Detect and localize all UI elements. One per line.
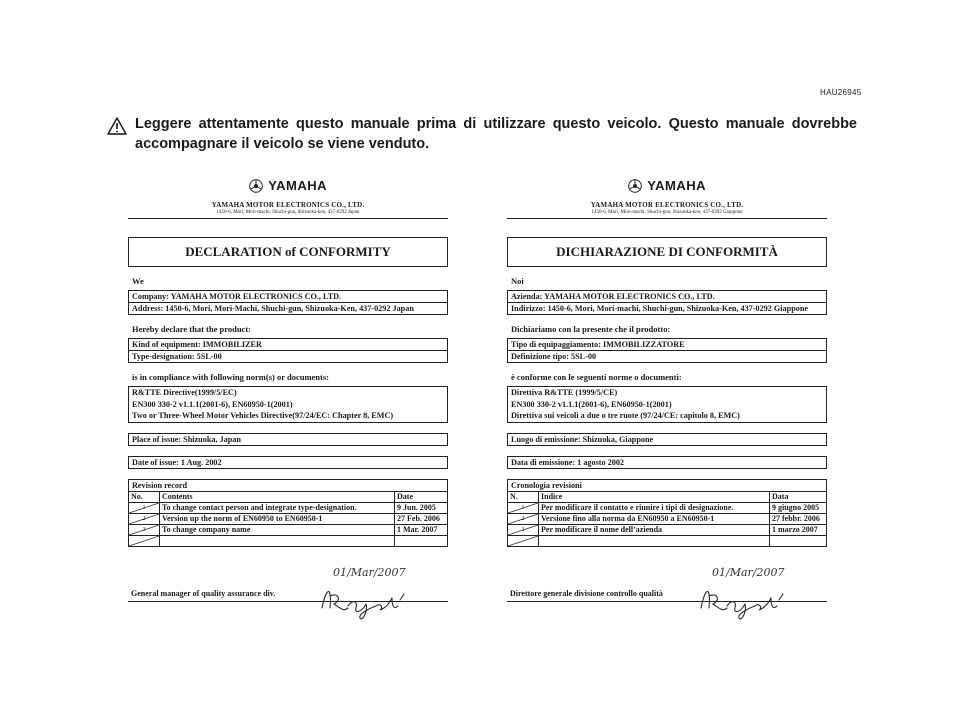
company-line: Company: YAMAHA MOTOR ELECTRONICS CO., LTD.: [132, 292, 342, 301]
revision-date: 27 febbr. 2006: [770, 513, 827, 524]
revision-date: [395, 535, 448, 546]
company-box: [128, 290, 448, 315]
revision-record: [128, 479, 448, 547]
equipment-kind: Kind of equipment: IMMOBILIZER: [132, 340, 262, 349]
revision-contents: To change contact person and integrate type-designation.: [160, 502, 395, 513]
table-row: [129, 513, 447, 524]
norms-box: [128, 386, 448, 423]
company-line: Azienda: YAMAHA MOTOR ELECTRONICS CO., LTD.: [511, 292, 715, 301]
revision-date: 9 giugno 2005: [770, 502, 827, 513]
handwritten-signature: [697, 578, 797, 626]
yamaha-logo: [128, 178, 448, 200]
revision-date: 27 Feb. 2006: [395, 513, 448, 524]
yamaha-logo: [507, 178, 827, 200]
revision-number: 2: [508, 513, 539, 524]
company-address: 1450-6, Mori, Mori-machi, Shuchi-gun, Shizuoka-ken, 437-0292 Giappone: [507, 210, 827, 219]
revision-table: [129, 492, 447, 546]
revision-contents: [539, 535, 770, 546]
tuning-fork-emblem-icon: [628, 179, 642, 193]
date-box: [507, 456, 827, 469]
revision-number: [508, 535, 539, 546]
revision-contents: Version up the norm of EN60950 to EN60950-1: [160, 513, 395, 524]
place-box: [128, 433, 448, 446]
norm-item: EN300 330-2 v1.1.1(2001-6), EN60950-1(2001): [132, 399, 293, 409]
compliance-label: is in compliance with following norm(s) or documents:: [132, 372, 329, 382]
declaration-english: [128, 178, 448, 602]
type-designation: Definizione tipo: 5SL-00: [508, 350, 826, 362]
company-name: YAMAHA MOTOR ELECTRONICS CO., LTD.: [211, 201, 365, 209]
table-row: [508, 524, 826, 535]
column-header: Date: [395, 492, 448, 503]
revision-date: [770, 535, 827, 546]
table-header-row: [508, 492, 826, 503]
signer-title: Direttore generale divisione controllo qualità: [510, 588, 663, 598]
product-box: [128, 338, 448, 363]
place-of-issue: Place of issue: Shizuoka, Japan: [132, 434, 241, 444]
brand-name: YAMAHA: [647, 178, 707, 193]
date-of-issue: Data di emissione: 1 agosto 2002: [511, 457, 625, 467]
norm-item: R&TTE Directive(1999/5/EC): [132, 388, 237, 397]
revision-contents: Versione fino alla norma da EN60950 a EN60950-1: [539, 513, 770, 524]
column-header: N.: [508, 492, 539, 503]
table-row: [129, 524, 447, 535]
table-header-row: [129, 492, 447, 503]
company-box: [507, 290, 827, 315]
column-header: Data: [770, 492, 827, 503]
warning-text: Leggere attentamente questo manuale prima di utilizzare questo veicolo. Questo manuale dovrebbe accompagnare il veicolo se viene venduto.: [135, 116, 857, 152]
revision-contents: To change company name: [160, 524, 395, 535]
declare-label: Dichiariamo con la presente che il prodotto:: [511, 324, 671, 334]
signer-title: General manager of quality assurance div.: [131, 588, 276, 598]
table-row: [508, 535, 826, 546]
norm-item: Direttiva R&TTE (1999/5/CE): [511, 388, 618, 397]
revision-number: 2: [129, 513, 160, 524]
revision-title: Revision record: [129, 480, 447, 492]
declaration-title: DICHIARAZIONE DI CONFORMITÀ: [507, 237, 827, 267]
date-box: [128, 456, 448, 469]
address-line: Indirizzo: 1450-6, Mori, Mori-machi, Shuchi-gun, Shizuoka-Ken, 437-0292 Giappone: [508, 302, 826, 314]
address-line: Address: 1450-6, Mori, Mori-Machi, Shuchi-gun, Shizuoka-Ken, 437-0292 Japan: [129, 302, 447, 314]
company-address: 1450-6, Mori, Mori-machi, Shuchi-gun, Shizuoka-ken, 437-0292 Japan: [128, 210, 448, 219]
revision-date: 1 Mar. 2007: [395, 524, 448, 535]
column-header: Indice: [539, 492, 770, 503]
norm-item: Two or Three-Wheel Motor Vehicles Directive(97/24/EC: Chapter 8, EMC): [132, 411, 394, 420]
column-header: No.: [129, 492, 160, 503]
revision-table: [508, 492, 826, 546]
place-of-issue: Luogo di emissione: Shizuoka, Giappone: [511, 434, 654, 444]
table-row: [129, 502, 447, 513]
revision-date: 9 Jun. 2005: [395, 502, 448, 513]
revision-record: [507, 479, 827, 547]
page-code: HAU26945: [820, 88, 862, 97]
revision-contents: Per modificare il contatto e riunire i tipi di designazione.: [539, 502, 770, 513]
company-name: YAMAHA MOTOR ELECTRONICS CO., LTD.: [590, 201, 744, 209]
norm-item: Direttiva sui veicoli a due o tre ruote (97/24/CE: capitolo 8, EMC): [511, 411, 740, 420]
we-label: Noi: [511, 276, 524, 286]
revision-contents: [160, 535, 395, 546]
revision-number: 1: [129, 502, 160, 513]
revision-number: 3: [508, 524, 539, 535]
revision-number: 3: [129, 524, 160, 535]
compliance-label: è conforme con le seguenti norme o documenti:: [511, 372, 682, 382]
date-of-issue: Date of issue: 1 Aug. 2002: [132, 457, 222, 467]
table-row: [129, 535, 447, 546]
brand-name: YAMAHA: [268, 178, 328, 193]
column-header: Contents: [160, 492, 395, 503]
place-box: [507, 433, 827, 446]
product-box: [507, 338, 827, 363]
declaration-title: DECLARATION of CONFORMITY: [128, 237, 448, 267]
table-row: [508, 502, 826, 513]
revision-title: Cronologia revisioni: [508, 480, 826, 492]
handwritten-signature: [318, 578, 418, 626]
we-label: We: [132, 276, 144, 286]
warning-triangle-icon: [107, 117, 127, 135]
equipment-kind: Tipo di equipaggiamento: IMMOBILIZZATORE: [511, 340, 685, 349]
tuning-fork-emblem-icon: [249, 179, 263, 193]
norm-item: EN300 330-2 v1.1.1(2001-6), EN60950-1(2001): [511, 399, 672, 409]
handwritten-date: 01/Mar/2007: [712, 566, 785, 579]
norms-box: [507, 386, 827, 423]
revision-number: 1: [508, 502, 539, 513]
declaration-italian: [507, 178, 827, 602]
type-designation: Type-designation: 5SL-00: [129, 350, 447, 362]
revision-number: [129, 535, 160, 546]
table-row: [508, 513, 826, 524]
handwritten-date: 01/Mar/2007: [333, 566, 406, 579]
revision-contents: Per modificare il nome dell’azienda: [539, 524, 770, 535]
revision-date: 1 marzo 2007: [770, 524, 827, 535]
declare-label: Hereby declare that the product:: [132, 324, 251, 334]
